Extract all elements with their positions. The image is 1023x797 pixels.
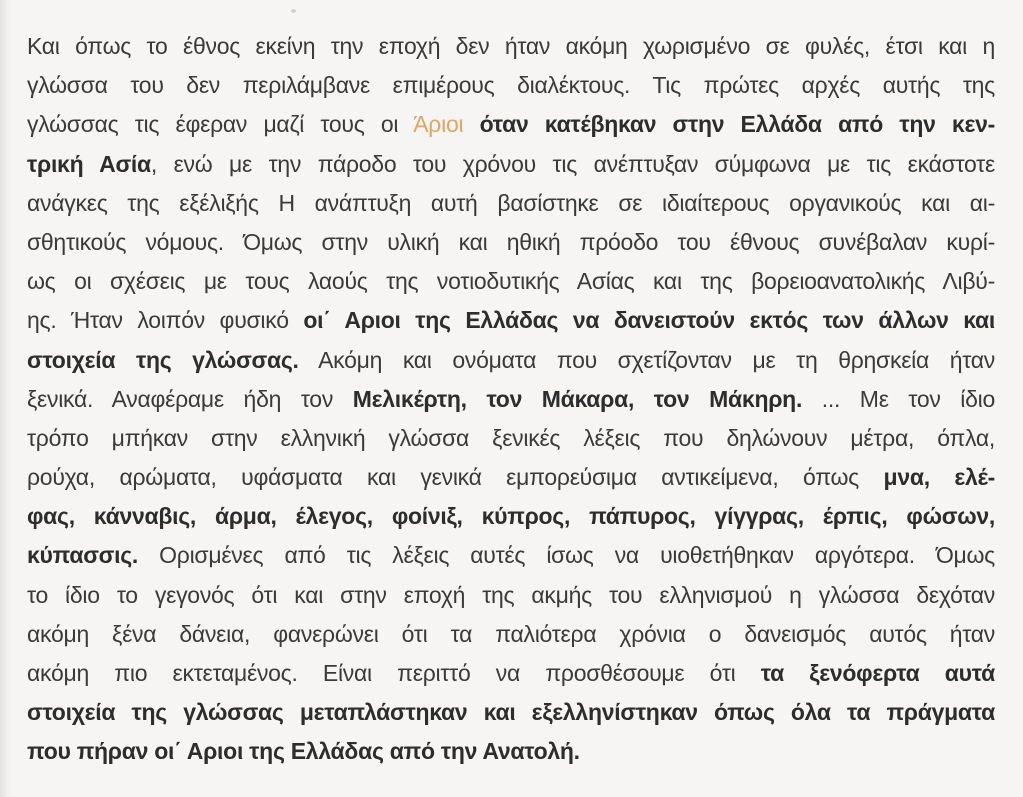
text-run: τρική Ασία: [27, 150, 151, 177]
text-run: Ορισμένες από τις λέξεις αυτές ίσως να υιοθετήθηκαν αργότερα. Όμως: [138, 542, 995, 569]
text-run: στοιχεία της γλώσσας μεταπλάστηκαν και εξελληνίστηκαν όπως όλα τα πράγματα: [27, 699, 995, 726]
text-run: γλώσσα του δεν περιλάμβανε επιμέρους διαλέκτους. Τις πρώτες αρχές αυτής της: [27, 72, 995, 99]
text-line: [27, 341, 995, 380]
text-run: Μελικέρτη, τον Μάκαρα, τον Μάκηρη.: [352, 385, 803, 412]
text-run: όταν κατέβηκαν στην Ελλάδα από την κεν-: [479, 111, 995, 138]
text-line: [27, 615, 995, 654]
text-run: ρούχα, αρώματα, υφάσματα και γενικά εμπορεύσιμα αντικείμενα, όπως: [27, 464, 884, 491]
text-line: [27, 145, 995, 184]
text-line: [27, 458, 995, 497]
text-line: [27, 301, 995, 340]
text-run: ακόμη πιο εκτεταμένος. Είναι περιττό να προσθέσουμε ότι: [27, 660, 761, 686]
text-run: γλώσσας τις έφεραν μαζί τους οι: [27, 111, 414, 138]
text-run: ξενικά. Αναφέραμε ήδη τον: [27, 385, 353, 412]
text-line: [27, 497, 995, 536]
text-line: [27, 66, 995, 105]
text-line: [27, 184, 995, 223]
text-line: [27, 654, 995, 693]
text-run: οι΄ Αριοι της Ελλάδας να δανειστούν εκτός των άλλων και: [303, 307, 995, 334]
text-line: [27, 262, 995, 301]
text-run: , ενώ με την πάροδο του χρόνου τις ανέπτυξαν σύμφωνα με τις εκάστοτε: [150, 150, 995, 177]
text-line: [27, 536, 995, 575]
text-line: [27, 223, 995, 262]
text-run: ακόμη ξένα δάνεια, φανερώνει ότι τα παλιότερα χρόνια ο δανεισμός αυτός ήταν: [27, 620, 995, 647]
text-run: ως οι σχέσεις με τους λαούς της νοτιοδυτικής Ασίας και της βορειοανατολικής Λιβύ-: [27, 268, 995, 295]
text-run: φας, κάνναβις, άρμα, έλεγος, φοίνιξ, κύπρος, πάπυρος, γίγγρας, έρπις, φώσων,: [27, 503, 995, 530]
text-run: [463, 111, 479, 137]
text-line: [27, 732, 995, 771]
text-line: [27, 576, 995, 615]
text-line: [27, 419, 995, 458]
paragraph: [27, 27, 995, 772]
text-run: ης. Ήταν λοιπόν φυσικό: [27, 307, 304, 334]
text-run: το ίδιο το γεγονός ότι και στην εποχή της ακμής του ελληνισμού η γλώσσα δεχόταν: [27, 581, 995, 608]
text-line: [27, 693, 995, 732]
text-run: τρόπο μπήκαν στην ελληνική γλώσσα ξενικές λέξεις που δηλώνουν μέτρα, όπλα,: [27, 424, 995, 451]
text-run: σθητικούς νόμους. Όμως στην υλική και ηθική πρόοδο του έθνους συνέβαλαν κυρί-: [27, 228, 995, 255]
text-run: ... Με τον ίδιο: [802, 385, 995, 412]
highlighted-word: Άριοι: [413, 111, 464, 138]
text-line: [27, 380, 995, 419]
scan-speck: [291, 9, 296, 13]
text-run: τα ξενόφερτα αυτά: [760, 660, 995, 686]
text-line: [27, 27, 995, 66]
text-run: κύπασσις.: [27, 542, 139, 569]
text-run: Ακόμη και ονόματα που σχετίζονταν με τη θρησκεία ήταν: [298, 346, 995, 373]
text-run: στοιχεία της γλώσσας.: [27, 346, 299, 373]
text-run: μνα, ελέ-: [883, 464, 995, 491]
text-run: ανάγκες της εξέλιξής Η ανάπτυξη αυτή βασίστηκε σε ιδιαίτερους οργανικούς και αι-: [27, 189, 995, 216]
text-run: που πήραν οι΄ Αριοι της Ελλάδας από την Ανατολή.: [27, 738, 580, 765]
text-line: [27, 105, 995, 144]
text-run: Και όπως το έθνος εκείνη την εποχή δεν ήταν ακόμη χωρισμένο σε φυλές, έτσι και η: [27, 33, 995, 59]
